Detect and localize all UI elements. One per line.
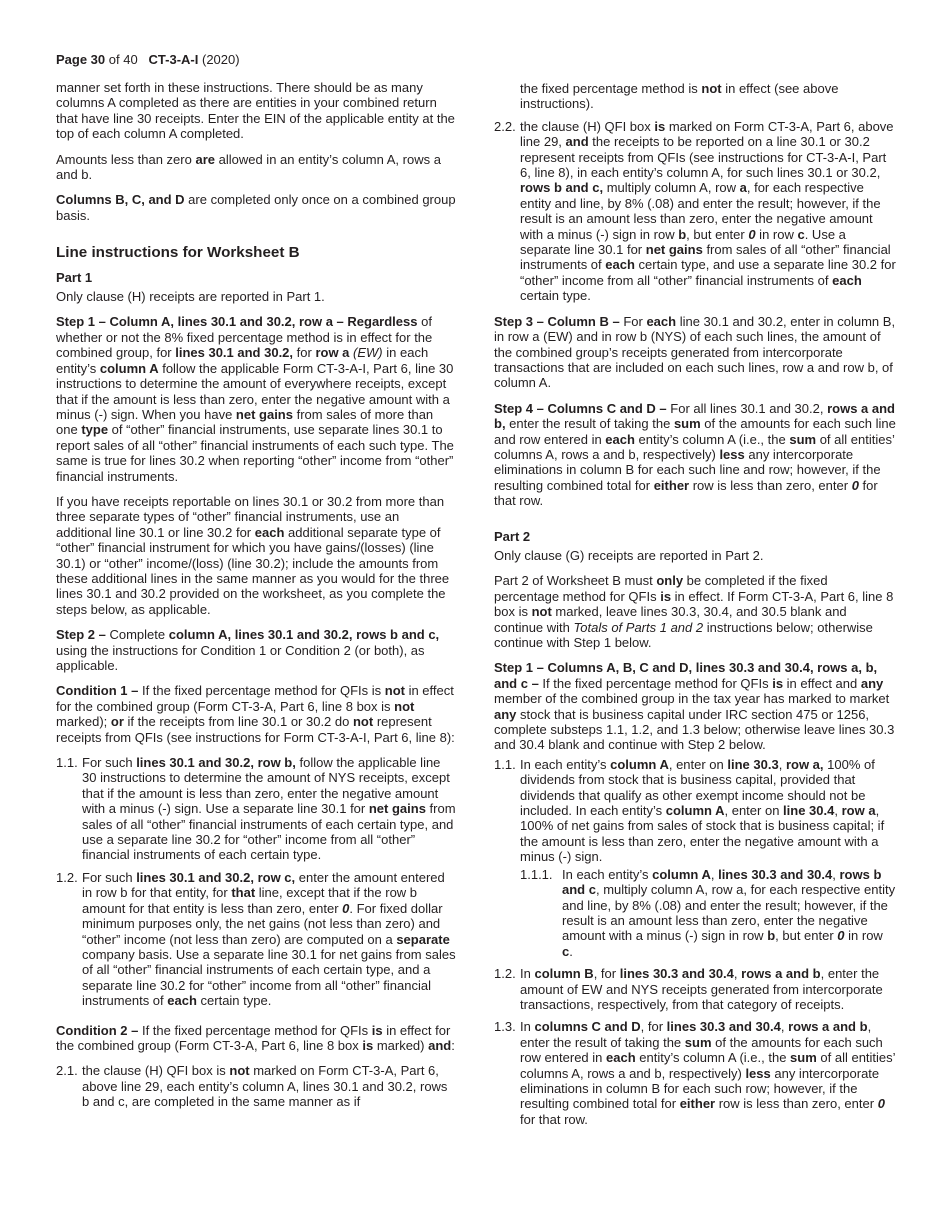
- part-heading: Part 1: [56, 269, 93, 285]
- right-column: [494, 81, 896, 1134]
- list-item-continued: the fixed percentage method is not in effect (see above instructions).: [520, 81, 839, 112]
- part-heading: Part 2: [494, 528, 531, 544]
- step-2: Step 2 – Complete column A, lines 30.1 and 30.2, rows b and c, using the instructions for Condition 1 or Condition 2 (or both), as applicable.: [56, 627, 440, 673]
- paragraph: Columns B, C, and D are completed only once on a combined group basis.: [56, 192, 456, 223]
- paragraph: Amounts less than zero are allowed in an entity’s column A, rows a and b.: [56, 151, 441, 183]
- step-1: Step 1 – Column A, lines 30.1 and 30.2, row a – Regardless of whether or not the 8% fixed percentage method is in effect for the combined group, for lines 30.1 and 30.2, for row a (EW) in each entity’s column A follow the applicable Form CT-3-A-I, Part 6, line 30 instructions to determine the amount of everywhere receipts, except that if the amount is less than zero, enter the negative amount with a minus (-) sign. When you have net gains from sales of more than one type of “other” financial instruments, use separate lines 30.1 to report sales of all “other” financial instruments of each such type. The same is true for lines 30.2 when reporting “other” income from “other” financial instruments.: [56, 314, 454, 484]
- condition-1: Condition 1 – If the fixed percentage method for QFIs is not in effect for the combined group (Form CT-3-A, Part 6, line 8 box is not marked); or if the receipts from line 30.1 or 30.2 do not represent receipts from QFIs (see instructions for Form CT-3-A-I, Part 6, line 8):: [56, 683, 455, 745]
- paragraph: If you have receipts reportable on lines 30.1 or 30.2 from more than three separate types of “other” financial instruments, use an additional line 30.1 or line 30.2 for each additional separate type of “other” financial instrument for which you have gains/(losses) (line 30.1) or “other” income/(loss) (line 30.2); include the amounts from these additional lines in the same manner as you would for the three lines 30.1 and 30.2 provided on the worksheet, as you complete the steps below, as applicable.: [56, 493, 450, 617]
- list-item: 2.2. the clause (H) QFI box is marked on Form CT-3-A, Part 6, above line 29, and the receipts to be reported on a line 30.1 or 30.2 represent receipts from QFIs (see instructions for CT-3-A-I, Part 6, line 8), in each entity’s column A, for such lines 30.1 or 30.2, rows b and c, multiply column A, row a, for each respective entity and line, by 8% (.08) and enter the result; however, if the result is an amount less than zero, enter the negative amount with a minus (-) sign in row b, but enter 0 in row c. Use a separate line 30.1 for net gains from sales of all “other” financial instruments of each certain type, and use a separate line 30.2 for “other” income from all “other” financial instruments of each certain type.: [494, 118, 896, 304]
- list-item: 1.2. For such lines 30.1 and 30.2, row c, enter the amount entered in row b for that entity, for that line, except that if the row b amount for that entity is less than zero, enter 0. For fixed dollar minimum purposes only, the net gains (not less than zero) and “other” income (not less than zero) are computed on a separate company basis. Use a separate line 30.1 for net gains from sales of all “other” financial instruments of each certain type, and a separate line 30.2 for “other” income from all “other” financial instruments of each certain type.: [56, 869, 456, 1009]
- list-item: 1.1. For such lines 30.1 and 30.2, row b, follow the applicable line 30 instructions to determine the amount of NYS receipts, except that if the amount is less than zero, enter the negative amount with a minus (-) sign. Use a separate line 30.1 for net gains from sales of all “other” financial instruments of each certain type, and use a separate line 30.2 for “other” income from all “other” financial instruments of each certain type.: [56, 755, 456, 863]
- step-4: Step 4 – Columns C and D – For all lines 30.1 and 30.2, rows a and b, enter the result of taking the sum of the amounts for each such line and row entered in each entity’s column A (i.e., the sum of all entities’ columns A, rows a and b, respectively) less any intercorporate eliminations in column B for each such line and row; however, if the resulting combined total for either row is less than zero, enter 0 for that row.: [494, 400, 896, 509]
- left-column: [56, 80, 458, 1117]
- paragraph: Only clause (G) receipts are reported in Part 2.: [494, 547, 764, 563]
- list-item: 1.2. In column B, for lines 30.3 and 30.4, rows a and b, enter the amount of EW and NYS receipts generated from intercorporate transactions, respectively, from that category of receipts.: [494, 966, 883, 1012]
- section-heading: Line instructions for Worksheet B: [56, 244, 300, 262]
- sub-list-item: 1.1.1. In each entity’s column A, lines 30.3 and 30.4, rows b and c, multiply column A, row a, for each respective entity and line, by 8% (.08) and enter the result; however, if the result is an amount less than zero, enter the negative amount with a minus (-) sign in row b, but enter 0 in row c.: [520, 866, 896, 959]
- list-item: 2.1. the clause (H) QFI box is not marked on Form CT-3-A, Part 6, above line 29, each entity’s column A, lines 30.1 and 30.2, rows b and c, are completed in the same manner as if: [56, 1063, 448, 1110]
- paragraph: Only clause (H) receipts are reported in Part 1.: [56, 289, 325, 305]
- page-header: Page 30 of 40 CT-3-A-I (2020): [56, 52, 240, 67]
- step-1-part2: Step 1 – Columns A, B, C and D, lines 30.3 and 30.4, rows a, b, and c – If the fixed percentage method for QFIs is in effect and any member of the combined group in the tax year has marked to market any stock that is business capital under IRC section 475 or 1256, complete substeps 1.1, 1.2, and 1.3 below; otherwise leave lines 30.3 and 30.4 blank and continue with Step 2 below.: [494, 660, 895, 753]
- step-3: Step 3 – Column B – For each line 30.1 and 30.2, enter in column B, in row a (EW) and in row b (NYS) of each such lines, the amount of the combined group’s receipts generated from intercorporate transactions that are included on each such lines, row a and row b, of column A.: [494, 313, 896, 391]
- paragraph: manner set forth in these instructions. There should be as many columns A completed as there are entities in your combined return that have line 30 receipts. Enter the EIN of the applicable entity at the top of each column A completed.: [56, 80, 455, 142]
- list-item: 1.3. In columns C and D, for lines 30.3 and 30.4, rows a and b, enter the result of taking the sum of the amounts for each such row entered in each entity’s column A (i.e., the sum of all entities’ columns A, rows a and b, respectively) less any intercorporate eliminations in column B for each such row; however, if the resulting combined total for either row is less than zero, enter 0 for that row.: [494, 1019, 896, 1127]
- condition-2: Condition 2 – If the fixed percentage method for QFIs is in effect for the combined group (Form CT-3-A, Part 6, line 8 box is marked) and:: [56, 1022, 455, 1053]
- list-item: 1.1. In each entity’s column A, enter on line 30.3, row a, 100% of dividends from stock that is business capital, provided that dividends that qualify as other exempt income should not be included. In each entity’s column A, enter on line 30.4, row a, 100% of net gains from sales of stock that is business capital; if the amount is less than zero, enter the negative amount with a minus (-) sign. 1.1.1. In each entity’s column A, lines 30.3 and 30.4, rows b and c, multiply column A, row a, for each respective entity and line, by 8% (.08) and enter the result; however, if the result is an amount less than zero, enter the negative amount with a minus (-) sign in row b, but enter 0 in row c.: [494, 756, 896, 959]
- paragraph: Part 2 of Worksheet B must only be completed if the fixed percentage method for QFIs is in effect. If Form CT-3-A, Part 6, line 8 box is not marked, leave lines 30.3, 30.4, and 30.5 blank and continue with Totals of Parts 1 and 2 instructions below; otherwise continue with Step 1 below.: [494, 573, 894, 650]
